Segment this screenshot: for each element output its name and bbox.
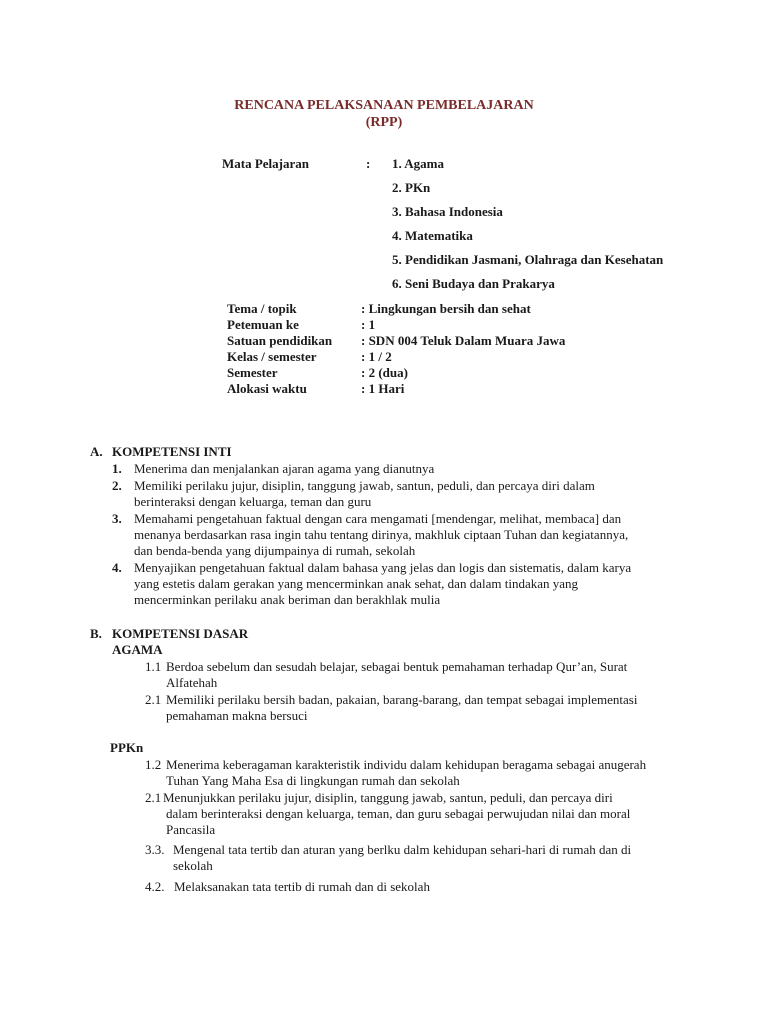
- meta-value: : Lingkungan bersih dan sehat: [361, 301, 531, 316]
- meta-row-tema: [227, 301, 687, 317]
- document-title: RENCANA PELAKSANAAN PEMBELAJARAN: [234, 98, 534, 113]
- subjects-label: Mata Pelajaran: [222, 156, 310, 171]
- meta-value: : 1: [361, 317, 376, 332]
- meta-row-alokasi: [227, 381, 687, 397]
- kd-number: 1.2: [145, 757, 162, 772]
- ki-item-text: Memiliki perilaku jujur, disiplin, tanggung jawab, santun, peduli, dan percaya diri dalam berinteraksi dengan keluarga, teman dan guru: [134, 478, 595, 509]
- meta-key: Tema / topik: [227, 301, 297, 316]
- ki-item-text: Menyajikan pengetahuan faktual dalam bahasa yang jelas dan logis dan sistematis, dalam karya yang estetis dalam gerakan yang mencerminkan anak sehat, dan dalam tindakan yang mencerminkan perilaku anak beriman dan berakhlak mulia: [134, 560, 632, 607]
- meta-key: Alokasi waktu: [227, 381, 307, 396]
- section-letter: A.: [90, 444, 103, 459]
- meta-row-pertemuan: [227, 317, 687, 333]
- subjects-colon: :: [366, 156, 371, 171]
- section-title: KOMPETENSI INTI: [112, 444, 232, 459]
- meta-row-kelas: [227, 349, 687, 365]
- ki-item-text: Memahami pengetahuan faktual dengan cara mengamati [mendengar, melihat, membaca] dan menanya berdasarkan rasa ingin tahu tentang dirinya, makhluk ciptaan Tuhan dan kegiatannya, dan benda-benda yang dijumpainya di rumah, sekolah: [134, 511, 629, 558]
- subject-item: 4. Matematika: [392, 228, 473, 243]
- section-title: KOMPETENSI DASAR: [112, 626, 249, 641]
- ki-number: 4.: [112, 560, 122, 575]
- meta-row-satuan: [227, 333, 687, 349]
- subject-item: 1. Agama: [392, 156, 444, 171]
- ki-number: 1.: [112, 461, 122, 476]
- subsection-agama: AGAMA: [112, 642, 163, 657]
- ki-number: 2.: [112, 478, 122, 493]
- subject-item: 2. PKn: [392, 180, 431, 195]
- meta-key: Satuan pendidikan: [227, 333, 333, 348]
- meta-key: Semester: [227, 365, 278, 380]
- subsection-ppkn: PPKn: [110, 740, 144, 755]
- document-subtitle: (RPP): [365, 115, 403, 130]
- meta-key: Kelas / semester: [227, 349, 317, 364]
- meta-value: : SDN 004 Teluk Dalam Muara Jawa: [361, 333, 566, 348]
- kd-number: 2.1: [145, 790, 162, 805]
- subject-item: 6. Seni Budaya dan Prakarya: [392, 276, 555, 291]
- ki-item-text: Menerima dan menjalankan ajaran agama yang dianutnya: [134, 461, 435, 476]
- ki-number: 3.: [112, 511, 122, 526]
- kd-number: 1.1: [145, 659, 162, 674]
- kd-number: 3.3.: [145, 842, 165, 857]
- meta-value: : 2 (dua): [361, 365, 408, 380]
- section-b-heading: [90, 626, 390, 642]
- subject-item: 3. Bahasa Indonesia: [392, 204, 503, 219]
- meta-key: Petemuan ke: [227, 317, 299, 332]
- kd-number: 4.2.: [145, 879, 165, 894]
- meta-row-semester: [227, 365, 687, 381]
- meta-value: : 1 Hari: [361, 381, 405, 396]
- section-letter: B.: [90, 626, 102, 641]
- section-a-heading: [90, 444, 390, 460]
- meta-value: : 1 / 2: [361, 349, 392, 364]
- kd-number: 2.1: [145, 692, 162, 707]
- subject-item: 5. Pendidikan Jasmani, Olahraga dan Kesehatan: [392, 252, 664, 267]
